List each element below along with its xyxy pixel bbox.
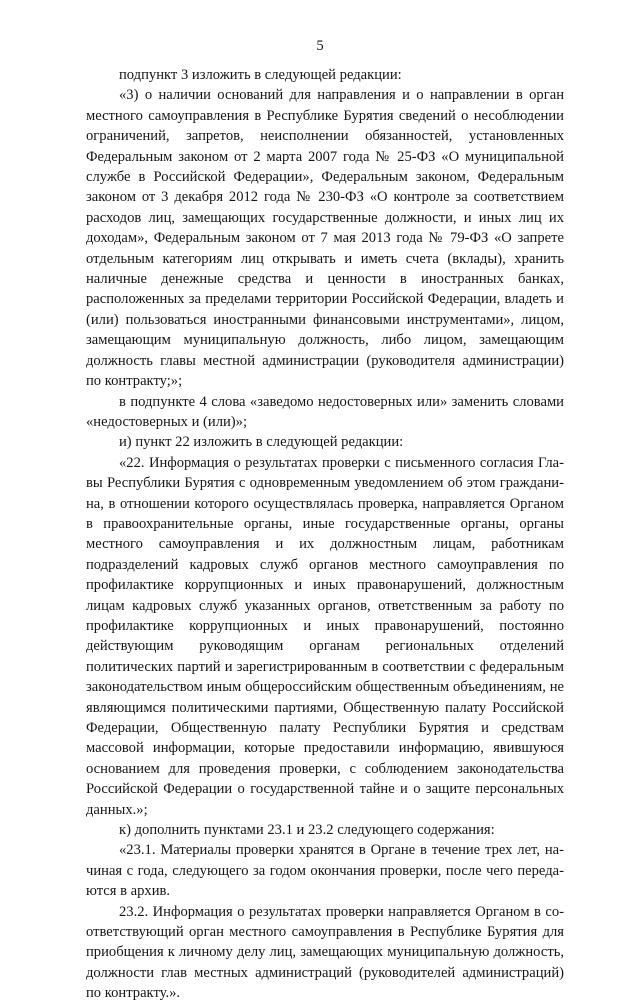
paragraph-point-23-1: «23.1. Материалы проверки хранятся в Органе в течение трех лет, начиная с года, следующего за годом окончания проверки, после чего передаются в архив.: [86, 842, 564, 900]
paragraph-point-22-text: «22. Информация о результатах проверки с письменного согласия Главы Республики Бурятия с одновременным уведомлением об этом гражданина, в отношении которого осуществлялась проверка, направляется Органом в правоохранительные органы, иные государственные органы, органы местного самоуправления и их должностным лицам, работникам подразделений кадровых служб органов местного самоуправления по профилактике коррупционных и иных правонарушений, должностным лицам кадровых служб указанных органов, ответственным за работу по профилактике коррупционных и иных правонарушений, постоянно действующим руководящим органам региональных отделений политических партий и зарегистрированным в соответствии с федеральным законодательством иным общероссийским общественным объединениям, не являющимся политическими партиями, Общественную палату Российской Федерации, Общественную палату Республики Бурятия и средствам массовой информации, которые предоставили информацию, явившуюся основанием для проведения проверки, с соблюдением законодательства Российской Федерации о государственной тайне и о защите персональных данных.»;: [86, 454, 564, 818]
paragraph-subpoint-3-intro: подпункт 3 изложить в следующей редакции:: [119, 67, 402, 83]
paragraph-subpoint-4-amendment: в подпункте 4 слова «заведомо недостоверных или» заменить словами «недостоверных и (или)»;: [86, 393, 564, 430]
paragraph-point-22-intro: и) пункт 22 изложить в следующей редакции:: [119, 434, 404, 451]
paragraph-points-23-intro: к) дополнить пунктами 23.1 и 23.2 следующего содержания:: [119, 822, 495, 839]
paragraph-point-23-2: 23.2. Информация о результатах проверки направляется Органом в соответствующий орган местного самоуправления в Республике Бурятия для приобщения к личному делу лиц, замещающих муниципальную должность, должности глав местных администраций (руководителей администраций) по контракту.».: [86, 903, 564, 1002]
paragraph-subpoint-3-text: «3) о наличии оснований для направления и о направлении в орган местного самоуправления в Республике Бурятия сведений о несоблюдении ограничений, запретов, неисполнении обязанностей, установленных Федеральным законом от 2 марта 2007 года № 25-ФЗ «О муниципальной службе в Российской Федерации», Федеральным законом, Федеральным законом от 3 декабря 2012 года № 230-ФЗ «О контроле за соответствием расходов лиц, замещающих государственные должности, и иных лиц их доходам», Федеральным законом от 7 мая 2013 года № 79-ФЗ «О запрете отдельным категориям лиц открывать и иметь счета (вклады), хранить наличные денежные средства и ценности в иностранных банках, расположенных за пределами территории Российской Федерации, владеть и (или) пользоваться иностранными финансовыми инструментами», лицом, замещающим муниципальную должность, либо лицом, замещающим должность главы местной администрации (руководителя администрации) по контракту;»;: [86, 87, 564, 390]
page-number: 5: [316, 38, 324, 54]
document-body: [86, 65, 564, 1004]
